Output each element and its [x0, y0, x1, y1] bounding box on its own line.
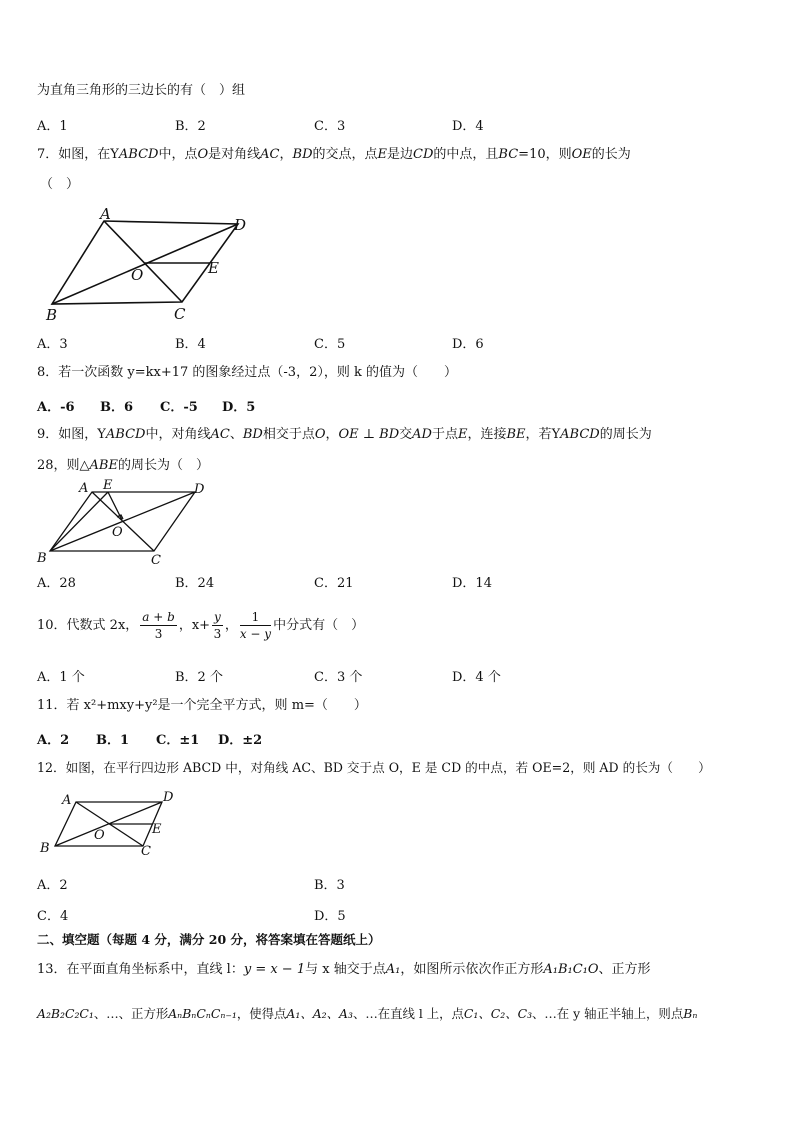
q12-label-b: B [40, 841, 50, 856]
q9-option-d: D．14 [452, 576, 492, 591]
q9-label-o: O [112, 525, 123, 540]
q7-label-b: B [46, 306, 58, 324]
q9-label-b: B [37, 551, 47, 566]
q8-stem: 8．若一次函数 y=kx+17 的图象经过点（-3，2），则 k 的值为（ ） [37, 365, 457, 380]
q10-option-b: B．2 个 [175, 670, 223, 685]
q12-figure [38, 788, 178, 860]
q12-option-b: B．3 [314, 878, 345, 893]
q7-option-b: B．4 [175, 337, 206, 352]
section-2-title: 二、填空题（每题 4 分，满分 20 分，将答案填在答题纸上） [37, 932, 381, 947]
q8-option-c: C．-5 [160, 400, 198, 415]
q11-stem: 11．若 x²+mxy+y²是一个完全平方式，则 m=（ ） [37, 698, 367, 713]
q7-figure [40, 205, 270, 325]
q9-stem-line2: 28，则△ABE的周长为（ ） [37, 458, 209, 473]
q7-label-d: D [234, 216, 247, 234]
q7-paren: （ ） [40, 177, 80, 192]
q9-option-a: A．28 [37, 576, 76, 591]
q11-option-c: C．±1 [156, 733, 200, 748]
fraction-y-over-3: $\frac{y}{3}$ [213, 610, 222, 641]
q9-figure [35, 478, 215, 570]
q13-stem-line2: A₂B₂C₂C₁、…、正方形AₙBₙCₙCₙ₋₁，使得点A₁、A₂、A₃、…在直线 l 上，点C₁、C₂、C₃、…在 y 轴正半轴上，则点Bₙ [37, 1006, 698, 1021]
q12-option-a: A．2 [37, 878, 68, 893]
q9-option-b: B．24 [175, 576, 215, 591]
q9-label-d: D [194, 482, 205, 497]
q10-option-c: C．3 个 [314, 670, 363, 685]
q7-option-c: C．5 [314, 337, 346, 352]
q12-label-o: O [94, 828, 105, 843]
q6-option-d: D．4 [452, 119, 484, 134]
q7-label-o: O [131, 266, 144, 284]
q12-option-d: D．5 [314, 909, 346, 924]
q11-option-b: B．1 [96, 733, 130, 748]
q9-label-e: E [103, 478, 113, 493]
q7-label-c: C [174, 305, 186, 323]
parallelogram-symbol: Y [97, 427, 106, 442]
q11-option-d: D．±2 [218, 733, 263, 748]
q10-option-d: D．4 个 [452, 670, 501, 685]
fraction-1-over-x-minus-y: $\frac{1}{x - y}$ [239, 610, 272, 641]
q8-option-a: A．-6 [37, 400, 75, 415]
q12-label-a: A [62, 793, 72, 808]
q7-option-a: A．3 [37, 337, 68, 352]
q8-option-b: B．6 [100, 400, 134, 415]
q10-stem: 10．代数式 2x， $\frac{a + b}{3}$ ，x+ $\frac{y}{3}$ ， $\frac{1}{x - y}$ 中分式有（ ） [37, 610, 365, 641]
q12-option-c: C．4 [37, 909, 69, 924]
q9-stem-line1: 9．如图，YABCD中，对角线AC、BD相交于点O，OE ⊥ BD交AD于点E，连接BE，若YABCD的周长为 [37, 427, 652, 442]
q13-stem-line1: 13．在平面直角坐标系中，直线 l：y = x − 1与 x 轴交于点A₁，如图所示依次作正方形A₁B₁C₁O、正方形 [37, 962, 651, 977]
parallelogram-symbol: Y [110, 147, 119, 162]
q6-option-c: C．3 [314, 119, 346, 134]
q7-label-e: E [208, 259, 219, 277]
fraction-a-plus-b-over-3: $\frac{a + b}{3}$ [142, 610, 175, 641]
q7-stem: 7．如图，在YABCD中，点O是对角线AC，BD的交点，点E是边CD的中点，且BC=10，则OE的长为 [37, 147, 631, 162]
q12-label-c: C [141, 844, 151, 859]
q6-option-a: A．1 [37, 119, 68, 134]
q9-label-c: C [151, 553, 161, 568]
q6-option-b: B．2 [175, 119, 206, 134]
q9-option-c: C．21 [314, 576, 354, 591]
q12-label-e: E [152, 822, 162, 837]
q7-label-a: A [100, 205, 111, 223]
q12-label-d: D [163, 790, 174, 805]
q9-label-a: A [79, 481, 89, 496]
q10-option-a: A．1 个 [37, 670, 85, 685]
q6-continuation: 为直角三角形的三边长的有（ ）组 [37, 83, 246, 98]
q8-option-d: D．5 [222, 400, 256, 415]
q12-stem: 12．如图，在平行四边形 ABCD 中，对角线 AC、BD 交于点 O，E 是 CD 的中点，若 OE=2，则 AD 的长为（ ） [37, 760, 711, 775]
q7-option-d: D．6 [452, 337, 484, 352]
q11-option-a: A．2 [37, 733, 70, 748]
